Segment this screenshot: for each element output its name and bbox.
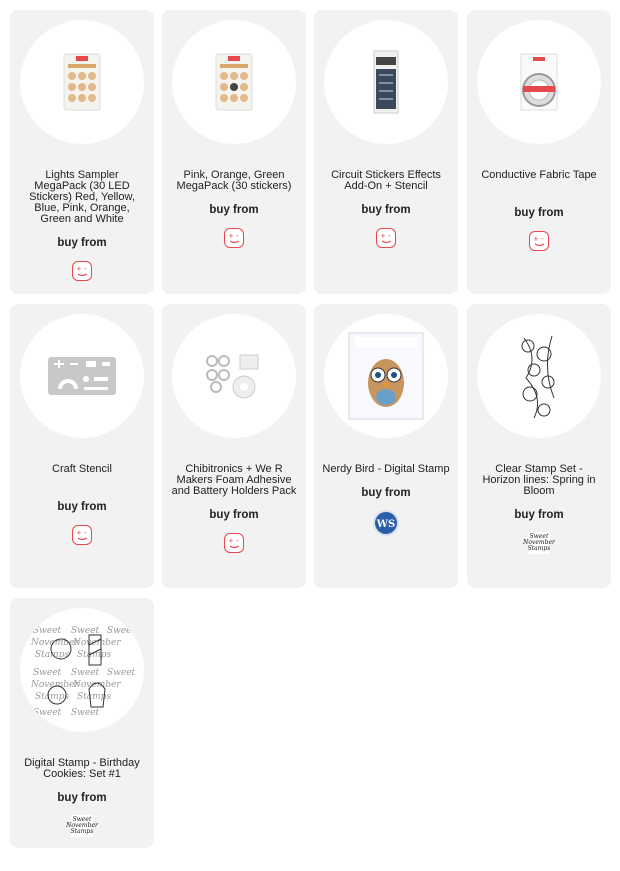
product-image[interactable]	[324, 20, 448, 144]
buy-from-label: buy from	[57, 792, 107, 804]
svg-text:-: -	[83, 529, 87, 537]
product-image[interactable]	[20, 314, 144, 438]
chibitronics-shop-icon	[376, 228, 396, 248]
shop-link[interactable]	[374, 226, 398, 250]
shop-link[interactable]	[222, 226, 246, 250]
svg-text:Sweet: Sweet	[71, 626, 100, 636]
svg-text:November: November	[31, 638, 79, 648]
shop-link[interactable]	[70, 523, 94, 547]
svg-text:Sweet: Sweet	[107, 626, 136, 636]
product-card[interactable]	[10, 304, 154, 588]
led-sticker-pack-image	[214, 52, 254, 112]
svg-text:Sweet: Sweet	[71, 668, 100, 678]
svg-text:November: November	[73, 638, 121, 648]
svg-text:Sweet: Sweet	[71, 708, 100, 718]
product-title[interactable]: Chibitronics + We R Makers Foam Adhesive and Battery Holders Pack	[171, 463, 297, 497]
product-card[interactable]	[314, 10, 458, 294]
fabric-tape-roll-image	[517, 52, 561, 112]
svg-text:+: +	[532, 235, 539, 243]
birthday-cookies-image	[27, 615, 137, 725]
buy-from-label: buy from	[57, 501, 107, 513]
svg-text:-: -	[83, 265, 87, 273]
led-sticker-pack-image	[62, 52, 102, 112]
product-card[interactable]	[10, 598, 154, 848]
buy-from-label: buy from	[514, 509, 564, 521]
svg-text:+: +	[75, 265, 82, 273]
product-card[interactable]	[467, 10, 611, 294]
svg-text:Stamps: Stamps	[77, 692, 112, 702]
product-title[interactable]: Digital Stamp - Birthday Cookies: Set #1	[24, 757, 140, 780]
chibitronics-shop-icon	[224, 533, 244, 553]
product-title[interactable]: Clear Stamp Set - Horizon lines: Spring in Bloom	[482, 463, 596, 497]
product-image[interactable]	[20, 608, 144, 732]
svg-text:November: November	[31, 680, 79, 690]
shop-link[interactable]	[527, 229, 551, 253]
product-image[interactable]	[172, 20, 296, 144]
battery-holders-image	[204, 351, 264, 401]
product-card[interactable]	[10, 10, 154, 294]
product-image[interactable]	[20, 20, 144, 144]
buy-from-label: buy from	[514, 207, 564, 219]
svg-text:-: -	[540, 235, 544, 243]
buy-from-label: buy from	[57, 237, 107, 249]
svg-text:Stamps: Stamps	[77, 650, 112, 660]
svg-text:Sweet: Sweet	[33, 626, 62, 636]
product-image[interactable]	[477, 314, 601, 438]
floral-stamp-image	[514, 328, 564, 424]
buy-from-label: buy from	[209, 204, 259, 216]
effects-addon-pack-image	[371, 49, 401, 115]
product-card[interactable]	[467, 304, 611, 588]
product-title[interactable]: Craft Stencil	[52, 463, 112, 475]
chibitronics-shop-icon	[529, 231, 549, 251]
buy-from-label: buy from	[209, 509, 259, 521]
product-title[interactable]: Pink, Orange, Green MegaPack (30 stickers)	[176, 169, 292, 192]
svg-text:+: +	[379, 232, 386, 240]
chibitronics-shop-icon	[72, 261, 92, 281]
sweet-november-shop-icon: Sweet November Stamps	[66, 816, 98, 835]
shop-link[interactable]	[523, 531, 555, 555]
svg-text:+: +	[227, 537, 234, 545]
svg-text:-: -	[235, 537, 239, 545]
svg-text:-: -	[235, 232, 239, 240]
product-title[interactable]: Lights Sampler MegaPack (30 LED Stickers) Red, Yellow, Blue, Pink, Orange, Green and White	[29, 169, 135, 225]
svg-text:November: November	[73, 680, 121, 690]
product-card[interactable]	[314, 304, 458, 588]
buy-from-label: buy from	[361, 204, 411, 216]
product-title[interactable]: Circuit Stickers Effects Add-On + Stencil	[331, 169, 441, 192]
shop-link[interactable]	[66, 814, 98, 838]
shop-link[interactable]	[70, 259, 94, 283]
product-image[interactable]	[172, 314, 296, 438]
svg-text:Sweet: Sweet	[33, 708, 62, 718]
shop-link[interactable]	[372, 509, 400, 537]
product-card[interactable]	[162, 10, 306, 294]
buy-from-label: buy from	[361, 487, 411, 499]
svg-text:Sweet: Sweet	[33, 668, 62, 678]
craft-stencil-image	[46, 355, 118, 397]
sweet-november-shop-icon: Sweet November Stamps	[523, 533, 555, 552]
shop-link[interactable]	[222, 531, 246, 555]
product-image[interactable]	[324, 314, 448, 438]
svg-text:Stamps: Stamps	[35, 650, 70, 660]
product-image[interactable]	[477, 20, 601, 144]
svg-text:Sweet: Sweet	[107, 668, 136, 678]
product-card[interactable]	[162, 304, 306, 588]
product-title[interactable]: Nerdy Bird - Digital Stamp	[322, 463, 450, 475]
svg-text:+: +	[75, 529, 82, 537]
svg-text:+: +	[227, 232, 234, 240]
chibitronics-shop-icon	[72, 525, 92, 545]
product-title[interactable]: Conductive Fabric Tape	[481, 169, 597, 181]
svg-text:-: -	[387, 232, 391, 240]
whimsy-stamps-shop-icon: WS	[373, 510, 399, 536]
owl-stamp-image	[347, 331, 425, 421]
svg-text:Stamps: Stamps	[35, 692, 70, 702]
chibitronics-shop-icon	[224, 228, 244, 248]
